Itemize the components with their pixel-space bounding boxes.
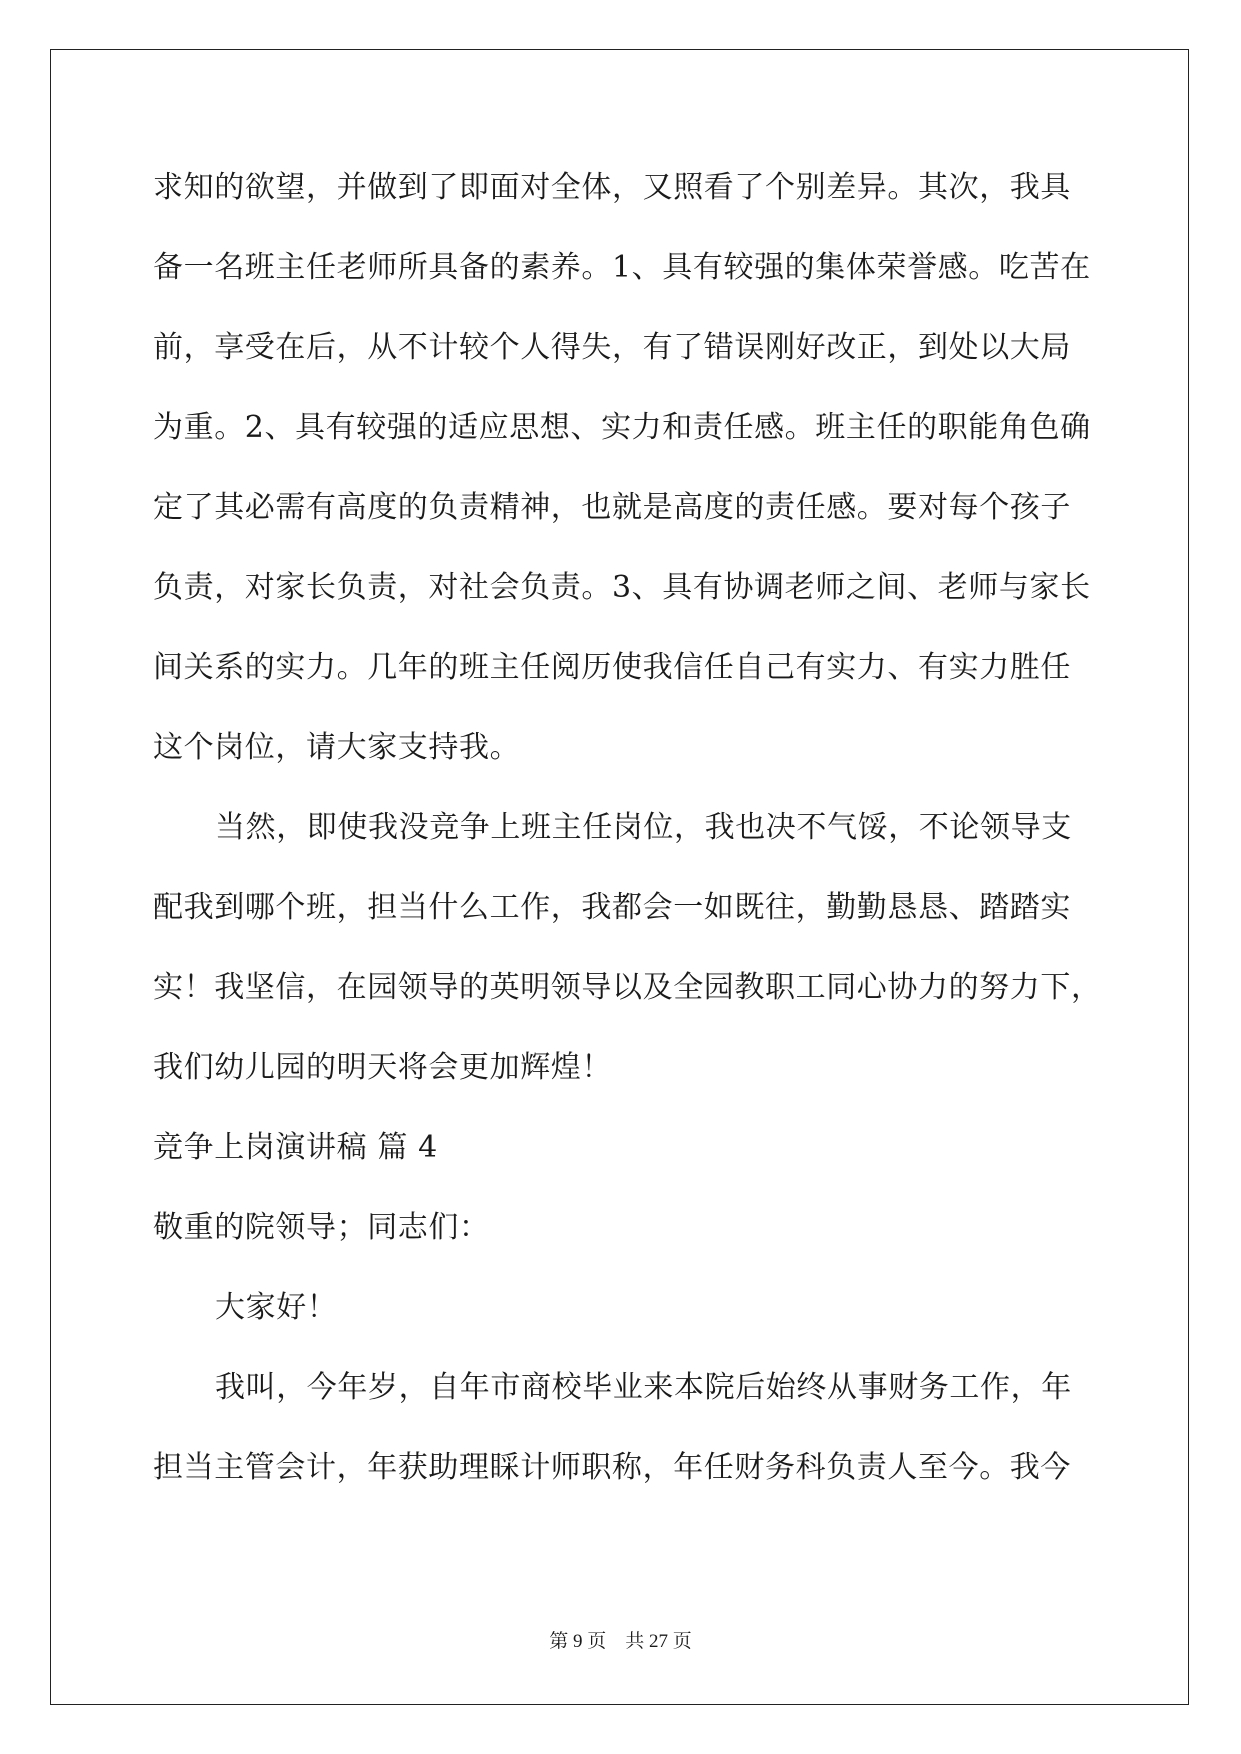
section-heading: 竞争上岗演讲稿 篇 4 [153,1130,438,1165]
body-line-4: 为重。2、具有较强的适应思想、实力和责任感。班主任的职能角色确 [153,410,1091,445]
body-line-11: 实！我坚信，在园领导的英明领导以及全园教职工同心协力的努力下， [153,970,1102,1005]
body-line-2: 备一名班主任老师所具备的素养。1、具有较强的集体荣誉感。吃苦在 [153,250,1091,285]
body-line-6: 负责，对家长负责，对社会负责。3、具有协调老师之间、老师与家长 [153,570,1091,605]
body-line-1: 求知的欲望，并做到了即面对全体，又照看了个别差异。其次，我具 [153,170,1071,205]
page-number: 第 9 页 共 27 页 [549,1631,692,1652]
body-line-12: 我们幼儿园的明天将会更加辉煌！ [153,1050,612,1085]
body-line-10: 配我到哪个班，担当什么工作，我都会一如既往，勤勤恳恳、踏踏实 [153,890,1071,925]
body-line-5: 定了其必需有高度的负责精神，也就是高度的责任感。要对每个孩子 [153,490,1071,525]
salutation: 敬重的院领导；同志们： [153,1210,490,1245]
body-line-3: 前，享受在后，从不计较个人得失，有了错误刚好改正，到处以大局 [153,330,1071,365]
body-line-8: 这个岗位，请大家支持我。 [153,730,521,765]
body-line-16: 我叫，今年岁，自年市商校毕业来本院后始终从事财务工作，年 [215,1370,1072,1405]
body-line-7: 间关系的实力。几年的班主任阅历使我信任自己有实力、有实力胜任 [153,650,1071,685]
body-line-9: 当然，即使我没竞争上班主任岗位，我也决不气馁，不论领导支 [215,810,1072,845]
body-line-17: 担当主管会计，年获助理睬计师职称，年任财务科负责人至今。我今 [153,1450,1071,1485]
greeting: 大家好！ [215,1290,338,1325]
